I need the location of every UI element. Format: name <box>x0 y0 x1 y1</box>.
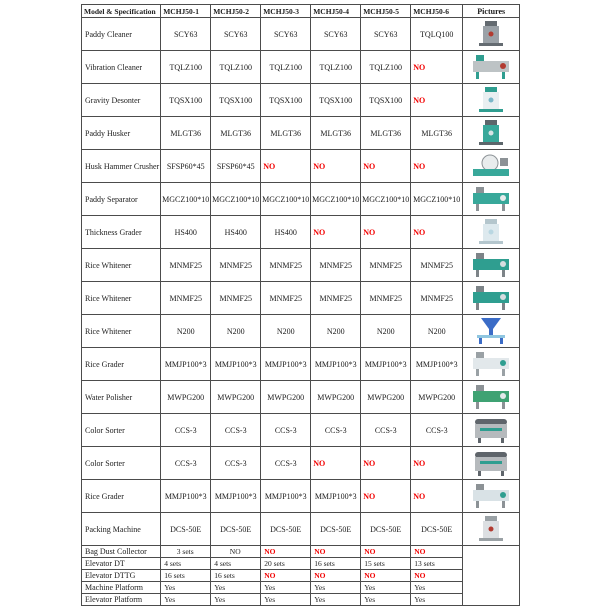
spec-cell: MGCZ100*10 <box>261 183 311 216</box>
row-label: Color Sorter <box>82 414 161 447</box>
spec-cell: SFSP60*45 <box>161 150 211 183</box>
spec-cell: Yes <box>161 582 211 594</box>
table-row <box>82 84 520 117</box>
row-label: Color Sorter <box>82 447 161 480</box>
spec-cell: MWPG200 <box>211 381 261 414</box>
rice-grader-photo <box>469 350 513 378</box>
row-label: Rice Grader <box>82 348 161 381</box>
spec-cell: MNMF25 <box>411 249 463 282</box>
spec-cell: Yes <box>261 594 311 606</box>
spec-cell-no: NO <box>411 150 463 183</box>
rice-whitener-photo-2 <box>469 284 513 312</box>
table-row <box>82 558 520 570</box>
color-sorter-photo <box>469 416 513 444</box>
picture-cell <box>463 18 520 51</box>
rice-whitener-photo <box>469 251 513 279</box>
spec-cell: MWPG200 <box>161 381 211 414</box>
spec-cell: MLGT36 <box>361 117 411 150</box>
spec-cell: CCS-3 <box>161 414 211 447</box>
spec-cell: DCS-50E <box>261 513 311 546</box>
spec-cell-no: NO <box>411 570 463 582</box>
picture-cell <box>463 51 520 84</box>
picture-cell <box>463 282 520 315</box>
spec-cell-no: NO <box>311 447 361 480</box>
spec-cell-no: NO <box>311 150 361 183</box>
spec-cell: SFSP60*45 <box>211 150 261 183</box>
spec-cell-no: NO <box>361 570 411 582</box>
table-row <box>82 582 520 594</box>
spec-cell: TQLZ100 <box>361 51 411 84</box>
thickness-grader-photo <box>469 218 513 246</box>
spec-cell: MNMF25 <box>211 249 261 282</box>
header-row <box>82 5 520 18</box>
spec-cell: MNMF25 <box>311 282 361 315</box>
spec-cell: N200 <box>311 315 361 348</box>
spec-cell: Yes <box>411 594 463 606</box>
table-row <box>82 513 520 546</box>
row-label: Elevator DT <box>82 558 161 570</box>
row-label: Rice Whitener <box>82 249 161 282</box>
spec-cell-no: NO <box>361 546 411 558</box>
column-header-mchj50-6: MCHJ50-6 <box>411 5 463 18</box>
spec-cell: MMJP100*3 <box>161 348 211 381</box>
row-label: Water Polisher <box>82 381 161 414</box>
spec-cell: MWPG200 <box>411 381 463 414</box>
spec-cell: 13 sets <box>411 558 463 570</box>
column-header-mchj50-2: MCHJ50-2 <box>211 5 261 18</box>
spec-cell: MGCZ100*10 <box>361 183 411 216</box>
table-row <box>82 381 520 414</box>
gravity-desonter-photo <box>469 86 513 114</box>
spec-cell: MWPG200 <box>311 381 361 414</box>
spec-cell-no: NO <box>361 480 411 513</box>
spec-cell: MMJP100*3 <box>411 348 463 381</box>
table-row <box>82 570 520 582</box>
row-label: Husk Hammer Crusher <box>82 150 161 183</box>
spec-cell: TQLZ100 <box>261 51 311 84</box>
table-row <box>82 348 520 381</box>
spec-cell: TQLQ100 <box>411 18 463 51</box>
row-label: Elevator DTTG <box>82 570 161 582</box>
picture-cell <box>463 216 520 249</box>
spec-cell-no: NO <box>311 216 361 249</box>
spec-cell: SCY63 <box>261 18 311 51</box>
spec-sheet-page <box>81 4 520 606</box>
spec-cell-no: NO <box>261 570 311 582</box>
row-label: Rice Grader <box>82 480 161 513</box>
table-row <box>82 282 520 315</box>
spec-cell: 4 sets <box>161 558 211 570</box>
spec-cell-no: NO <box>311 546 361 558</box>
spec-cell-no: NO <box>311 570 361 582</box>
spec-cell: 3 sets <box>161 546 211 558</box>
spec-cell: MNMF25 <box>161 282 211 315</box>
picture-cell <box>463 117 520 150</box>
row-label: Machine Platform <box>82 582 161 594</box>
spec-cell: Yes <box>211 582 261 594</box>
spec-cell: MNMF25 <box>311 249 361 282</box>
spec-cell-no: NO <box>411 84 463 117</box>
husk-hammer-crusher-photo <box>469 152 513 180</box>
table-row <box>82 546 520 558</box>
spec-cell: MLGT36 <box>211 117 261 150</box>
rice-whitener-n200-photo <box>469 317 513 345</box>
table-row <box>82 414 520 447</box>
spec-cell: MWPG200 <box>261 381 311 414</box>
column-header-pictures: Pictures <box>463 5 520 18</box>
spec-cell: TQSX100 <box>311 84 361 117</box>
spec-cell: CCS-3 <box>211 447 261 480</box>
spec-cell-no: NO <box>411 546 463 558</box>
spec-cell: N200 <box>411 315 463 348</box>
picture-cell <box>463 150 520 183</box>
picture-cell <box>463 513 520 546</box>
spec-cell: MMJP100*3 <box>211 480 261 513</box>
spec-cell: MMJP100*3 <box>261 480 311 513</box>
spec-cell: MGCZ100*10 <box>211 183 261 216</box>
column-header-mchj50-1: MCHJ50-1 <box>161 5 211 18</box>
column-header-mchj50-3: MCHJ50-3 <box>261 5 311 18</box>
spec-cell: TQLZ100 <box>211 51 261 84</box>
spec-cell: MNMF25 <box>411 282 463 315</box>
spec-cell: CCS-3 <box>211 414 261 447</box>
spec-cell: TQSX100 <box>361 84 411 117</box>
spec-cell: NO <box>211 546 261 558</box>
spec-cell: HS400 <box>261 216 311 249</box>
spec-cell: MGCZ100*10 <box>411 183 463 216</box>
color-sorter-photo-2 <box>469 449 513 477</box>
table-row <box>82 315 520 348</box>
row-label: Rice Whitener <box>82 315 161 348</box>
column-header-mchj50-5: MCHJ50-5 <box>361 5 411 18</box>
table-row <box>82 249 520 282</box>
table-row <box>82 447 520 480</box>
spec-cell-no: NO <box>361 150 411 183</box>
table-row <box>82 18 520 51</box>
spec-cell-no: NO <box>361 447 411 480</box>
picture-cell <box>463 249 520 282</box>
rice-grader-photo-2 <box>469 482 513 510</box>
spec-cell: DCS-50E <box>311 513 361 546</box>
spec-cell: CCS-3 <box>261 414 311 447</box>
table-row <box>82 117 520 150</box>
column-header-mchj50-4: MCHJ50-4 <box>311 5 361 18</box>
spec-cell: CCS-3 <box>411 414 463 447</box>
paddy-cleaner-photo <box>469 20 513 48</box>
spec-cell-no: NO <box>261 546 311 558</box>
spec-cell: TQSX100 <box>211 84 261 117</box>
spec-cell-no: NO <box>411 51 463 84</box>
row-label: Paddy Separator <box>82 183 161 216</box>
spec-cell: MLGT36 <box>261 117 311 150</box>
spec-cell: MNMF25 <box>161 249 211 282</box>
spec-cell: MNMF25 <box>211 282 261 315</box>
spec-cell: MWPG200 <box>361 381 411 414</box>
picture-cell <box>463 84 520 117</box>
spec-cell: DCS-50E <box>361 513 411 546</box>
spec-cell: 4 sets <box>211 558 261 570</box>
spec-cell: N200 <box>261 315 311 348</box>
spec-cell: MGCZ100*10 <box>161 183 211 216</box>
spec-cell: MMJP100*3 <box>361 348 411 381</box>
spec-cell: 16 sets <box>211 570 261 582</box>
paddy-separator-photo <box>469 185 513 213</box>
spec-cell: SCY63 <box>361 18 411 51</box>
row-label: Vibration Cleaner <box>82 51 161 84</box>
spec-cell: CCS-3 <box>261 447 311 480</box>
spec-cell: CCS-3 <box>161 447 211 480</box>
spec-cell: Yes <box>161 594 211 606</box>
table-row <box>82 183 520 216</box>
spec-cell: MNMF25 <box>361 249 411 282</box>
picture-cell <box>463 315 520 348</box>
spec-cell: MMJP100*3 <box>211 348 261 381</box>
spec-cell: TQSX100 <box>161 84 211 117</box>
spec-cell: 20 sets <box>261 558 311 570</box>
spec-cell-no: NO <box>261 150 311 183</box>
spec-cell: HS400 <box>161 216 211 249</box>
spec-cell: Yes <box>211 594 261 606</box>
row-label: Gravity Desonter <box>82 84 161 117</box>
spec-cell: MLGT36 <box>411 117 463 150</box>
spec-cell: 16 sets <box>311 558 361 570</box>
row-label: Paddy Cleaner <box>82 18 161 51</box>
picture-cell <box>463 183 520 216</box>
spec-cell: TQLZ100 <box>161 51 211 84</box>
row-label: Packing Machine <box>82 513 161 546</box>
picture-cell <box>463 480 520 513</box>
picture-cell <box>463 414 520 447</box>
table-row <box>82 216 520 249</box>
spec-cell: MMJP100*3 <box>311 348 361 381</box>
spec-cell: Yes <box>361 594 411 606</box>
spec-cell-no: NO <box>411 480 463 513</box>
spec-cell: N200 <box>161 315 211 348</box>
spec-cell: DCS-50E <box>411 513 463 546</box>
spec-cell: MNMF25 <box>261 249 311 282</box>
spec-cell: SCY63 <box>161 18 211 51</box>
spec-cell: CCS-3 <box>361 414 411 447</box>
spec-cell: MLGT36 <box>311 117 361 150</box>
picture-cell-empty <box>463 546 520 606</box>
paddy-husker-photo <box>469 119 513 147</box>
spec-cell: MLGT36 <box>161 117 211 150</box>
spec-cell: DCS-50E <box>161 513 211 546</box>
spec-table <box>81 4 520 606</box>
table-row <box>82 51 520 84</box>
vibration-cleaner-photo <box>469 53 513 81</box>
packing-machine-photo <box>469 515 513 543</box>
column-header-model-specification: Model & Specification <box>82 5 161 18</box>
spec-cell: 15 sets <box>361 558 411 570</box>
spec-cell: N200 <box>211 315 261 348</box>
spec-cell: N200 <box>361 315 411 348</box>
table-row <box>82 480 520 513</box>
row-label: Rice Whitener <box>82 282 161 315</box>
row-label: Bag Dust Collector <box>82 546 161 558</box>
table-header <box>82 5 520 18</box>
spec-cell: SCY63 <box>311 18 361 51</box>
spec-cell: MGCZ100*10 <box>311 183 361 216</box>
spec-cell: SCY63 <box>211 18 261 51</box>
spec-cell: 16 sets <box>161 570 211 582</box>
spec-cell: CCS-3 <box>311 414 361 447</box>
picture-cell <box>463 348 520 381</box>
spec-cell: MNMF25 <box>361 282 411 315</box>
spec-cell-no: NO <box>411 216 463 249</box>
spec-cell-no: NO <box>411 447 463 480</box>
table-body <box>82 18 520 606</box>
spec-cell: Yes <box>311 582 361 594</box>
spec-cell: MMJP100*3 <box>161 480 211 513</box>
spec-cell: HS400 <box>211 216 261 249</box>
spec-cell: Yes <box>361 582 411 594</box>
spec-cell: TQSX100 <box>261 84 311 117</box>
row-label: Thickness Grader <box>82 216 161 249</box>
spec-cell: MNMF25 <box>261 282 311 315</box>
picture-cell <box>463 381 520 414</box>
spec-cell-no: NO <box>361 216 411 249</box>
spec-cell: TQLZ100 <box>311 51 361 84</box>
spec-cell: DCS-50E <box>211 513 261 546</box>
spec-cell: MMJP100*3 <box>261 348 311 381</box>
spec-cell: Yes <box>261 582 311 594</box>
water-polisher-photo <box>469 383 513 411</box>
row-label: Paddy Husker <box>82 117 161 150</box>
table-row <box>82 150 520 183</box>
spec-cell: MMJP100*3 <box>311 480 361 513</box>
row-label: Elevator Platform <box>82 594 161 606</box>
spec-cell: Yes <box>411 582 463 594</box>
picture-cell <box>463 447 520 480</box>
spec-cell: Yes <box>311 594 361 606</box>
